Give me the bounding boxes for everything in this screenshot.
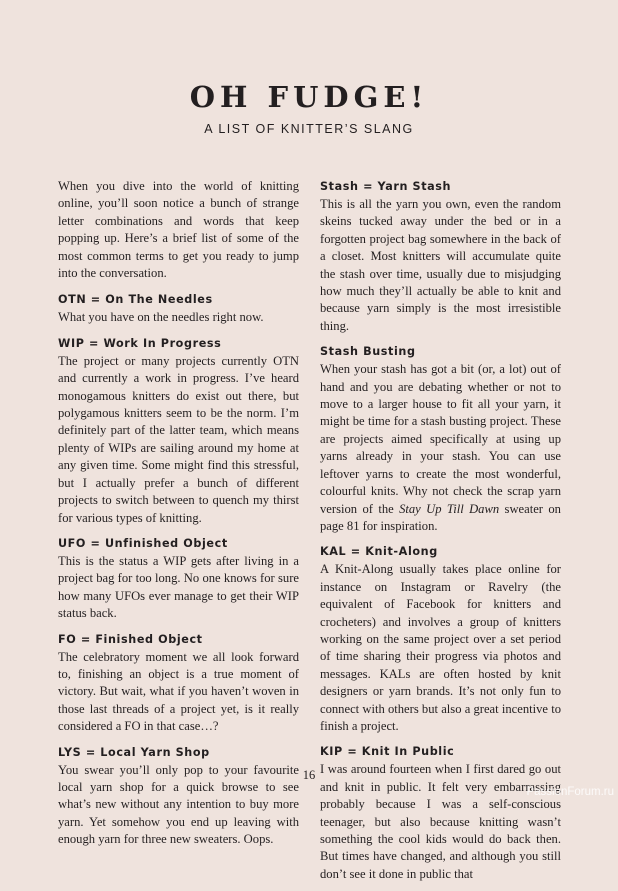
term-heading: LYS = Local Yarn Shop [58, 745, 210, 759]
term-fo [58, 631, 299, 736]
watermark: PassionForum.ru [526, 786, 614, 798]
term-lys [58, 744, 299, 849]
term-body: This is the status a WIP gets after living in a project bag for too long. No one knows for sure how many UFOs ever manage to get their WIP status back. [58, 553, 299, 621]
left-column [58, 178, 299, 857]
term-heading: UFO = Unfinished Object [58, 536, 228, 550]
term-heading: Stash Busting [320, 345, 416, 359]
term-heading: KIP = Knit In Public [320, 745, 455, 759]
term-body: What you have on the needles right now. [58, 310, 264, 325]
term-wip [58, 335, 299, 527]
term-stash-busting [320, 343, 561, 535]
page-number: 16 [302, 768, 316, 782]
term-body: I was around fourteen when I first dared go out and knit in public. It felt very embarrassing probably because I was a self-conscious teenager, but also because knitting wasn’t something the cool kids would do back then. But times have changed, and although you still don’t see it done in public that [320, 762, 561, 881]
term-ufo [58, 535, 299, 623]
term-kal [320, 543, 561, 735]
right-column [320, 178, 561, 891]
term-heading: KAL = Knit-Along [320, 545, 438, 559]
page-subtitle: A LIST OF KNITTER’S SLANG [204, 122, 414, 136]
term-heading: OTN = On The Needles [58, 293, 213, 307]
term-kip [320, 743, 561, 883]
term-heading: FO = Finished Object [58, 632, 203, 646]
term-body [320, 361, 561, 535]
term-otn [58, 291, 299, 326]
term-body: The celebratory moment we all look forward to, finishing an object is a true moment of victory. But wait, what if you haven’t woven in those last threads of a project yet, is it really considered a FO in that case…? [58, 649, 299, 734]
term-heading: Stash = Yarn Stash [320, 180, 452, 193]
term-heading: WIP = Work In Progress [58, 336, 222, 350]
term-body: You swear you’ll only pop to your favourite local yarn shop for a quick browse to see what’s new without any intention to buy more yarn. Yet somehow you end up leaving with enough yarn for three new sweaters. Oops. [58, 762, 299, 847]
pattern-title: Stay Up Till Dawn [399, 501, 500, 516]
term-body: This is all the yarn you own, even the random skeins tucked away under the bed or in a forgotten project bag somewhere in the back of a closet. Most knitters will accumulate quite the stash over time, usually due to misjudging how much they’ll actually be able to knit and because yarn simply is the most irresistible thing. [320, 197, 561, 333]
term-body: A Knit-Along usually takes place online for instance on Instagram or Ravelry (the equivalent of Facebook for knitters and crocheters) and involves a group of knitters working on the same project over a set period of time sharing their progress via photos and messages. KALs are often hosted by knit designers or yarn brands. It’s not only fun to connect with others but also a great incentive to finish a project. [320, 562, 561, 733]
term-stash [320, 178, 561, 335]
term-body-text: sweater on page 81 for inspiration. [320, 501, 561, 533]
page-title: OH FUDGE! [189, 80, 429, 114]
term-body-text: When your stash has got a bit (or, a lot) out of hand and you are debating whether or not to move to a larger house to fit all your yarn, it might be time for a stash busting project. These are projects aimed specifically at using up yarns already in your stash. You can use leftover yarns to create the most wonderful, colourful knits. Why not check the scrap yarn version of the [320, 362, 561, 516]
intro-paragraph: When you dive into the world of knitting online, you’ll soon notice a bunch of strange letter combinations and words that keep popping up. Here’s a brief list of some of the most common terms to get you ready to jump into the conversation. [58, 179, 299, 281]
term-body: The project or many projects currently OTN and currently a work in progress. I’ve heard monogamous knitters do exist out there, but polygamous knitters seem to be the norm. I’m definitely part of the latter team, which means plenty of WIPs are sailing around my home at any given time. Some might find this stressful, but I actually prefer a bunch of different projects to switch between to quench my thirst for various types of knitting. [58, 353, 299, 525]
